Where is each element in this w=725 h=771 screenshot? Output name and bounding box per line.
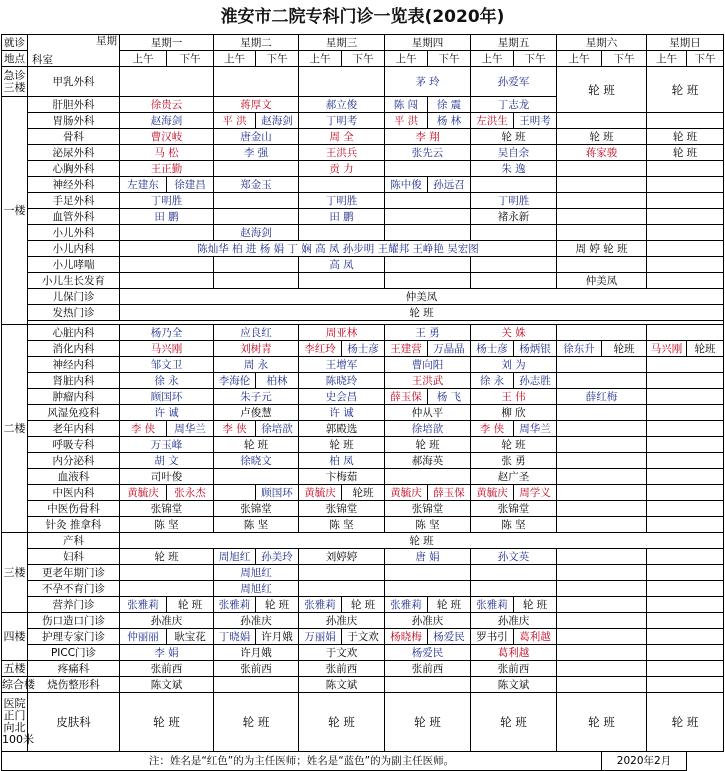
rotation-cell: 轮 班: [385, 693, 471, 752]
rotation-cell: 轮 班: [647, 129, 724, 145]
doctor-cell: 曹向阳: [385, 357, 471, 373]
doctor-cell: 茅 玲: [385, 67, 471, 97]
rotation-cell: 轮 班: [120, 305, 724, 321]
doctor-cell: 平 洪: [385, 113, 428, 129]
location-cell: 急诊 三楼: [2, 67, 28, 97]
dept-name: 儿保门诊: [28, 289, 120, 305]
page-title: 淮安市二院专科门诊一览表(2020年): [220, 7, 505, 27]
doctor-cell: 张雅莉: [471, 597, 514, 613]
doctor-cell: 于文欢: [299, 645, 385, 661]
dept-name: 小儿生长发育: [28, 273, 120, 289]
doctor-cell: 黄毓庆: [120, 485, 167, 501]
doctor-cell: 丁明考: [299, 113, 385, 129]
doctor-cell: 高 凤: [299, 257, 385, 273]
doctor-cell: 李海伦: [214, 373, 256, 389]
doctor-cell: 陈 坚: [385, 517, 471, 533]
doctor-cell: 顾国环: [256, 485, 299, 501]
doctor-cell: 赵海剑: [214, 225, 299, 241]
doctor-cell: 张前西: [120, 661, 214, 677]
doctor-cell: 张前西: [385, 661, 471, 677]
dept-name: 肝胆外科: [28, 97, 120, 113]
doctor-cell: 丁明胜: [120, 193, 214, 209]
location-cell: 三楼: [2, 533, 28, 613]
doctor-cell: 万晶晶: [428, 341, 471, 357]
doctor-cell: 陈文斌: [120, 677, 214, 693]
schedule-table: [1, 34, 724, 771]
location-cell: 二楼: [2, 325, 28, 533]
dept-name: 小儿外科: [28, 225, 120, 241]
doctor-cell: 唐 娟: [385, 549, 471, 565]
rotation-cell: 轮 班: [647, 67, 724, 113]
dept-name: 心胸外科: [28, 161, 120, 177]
doctor-cell: 褚永新: [471, 209, 557, 225]
doctor-cell: 黄毓庆: [471, 485, 514, 501]
doctor-cell: 杨炳银: [514, 341, 557, 357]
doctor-cell: 关 姝: [471, 325, 557, 341]
doctor-cell: 徐建昌: [167, 177, 214, 193]
doctor-cell: 徐晓文: [214, 453, 299, 469]
rotation-cell: 轮 班: [120, 549, 214, 565]
doctor-cell: 蒋厚文: [214, 97, 299, 113]
rotation-cell: 轮 班: [647, 693, 724, 752]
doctor-cell: 应良红: [214, 325, 299, 341]
doctor-cell: 张前西: [471, 661, 557, 677]
location-cell: 一楼: [2, 97, 28, 325]
doctor-cell: 周旭红: [214, 581, 299, 597]
footer-note: 注：姓名是“红色”的为主任医师；姓名是“蓝色”的为副主任医师。: [2, 752, 602, 771]
doctor-cell: 徐 永: [120, 373, 214, 389]
dept-name: 心脏内科: [28, 325, 120, 341]
doctor-cell: 陈 坚: [120, 517, 214, 533]
dept-name: 疼痛科: [28, 661, 120, 677]
doctor-cell: 薛玉保: [385, 389, 428, 405]
doctor-cell: 张锦堂: [471, 501, 557, 517]
doctor-cell: 卞梅茹: [299, 469, 385, 485]
doctor-cell: 葛利越: [471, 645, 557, 661]
am-header: 上午: [120, 51, 167, 67]
doctor-cell: 徐贵云: [120, 97, 214, 113]
dept-name: 泌尿外科: [28, 145, 120, 161]
rotation-cell: 轮 班: [342, 597, 385, 613]
doctor-cell: 杨 林: [428, 113, 471, 129]
day-header: 星期一: [120, 35, 214, 51]
doctor-cell: 邹文卫: [120, 357, 214, 373]
doctor-cell: 孙志胜: [514, 373, 557, 389]
doctor-cell: 陈 闯: [385, 97, 428, 113]
doctor-cell: 周华兰: [167, 421, 214, 437]
doctor-cell: 陈晓玲: [299, 373, 385, 389]
doctor-cell: 蒋家骏: [557, 145, 647, 161]
dept-name: 小儿哮喘: [28, 257, 120, 273]
am-header: 上午: [214, 51, 256, 67]
rotation-cell: 轮 班: [299, 693, 385, 752]
doctor-cell: 朱子元: [214, 389, 299, 405]
doctor-cell: 马 松: [120, 145, 214, 161]
doctor-cell: 郑金玉: [214, 177, 299, 193]
day-header: 星期五: [471, 35, 557, 51]
doctor-cell: 王 伟: [471, 389, 557, 405]
dept-name: 产科: [28, 533, 120, 549]
doctor-cell: 孙爱军: [471, 67, 557, 97]
doctor-cell: 丁明胜: [471, 193, 557, 209]
doctor-cell: 李红玲: [299, 341, 342, 357]
rotation-cell: 轮 班: [471, 129, 557, 145]
doctor-cell: 李 强: [214, 145, 299, 161]
doctor-cell: 郝海英: [385, 453, 471, 469]
doctor-cell: 郝立俊: [299, 97, 385, 113]
doctor-cell: 赵海剑: [256, 113, 299, 129]
pm-header: 下午: [428, 51, 471, 67]
dept-name: 消化内科: [28, 341, 120, 357]
location-cell: 综合楼: [2, 677, 35, 691]
dept-name: 神经外科: [28, 177, 120, 193]
doctor-cell: 杨爱民: [428, 629, 471, 645]
doctor-cell: 李 翔: [385, 129, 471, 145]
doctor-cell: 丁明胜: [299, 193, 385, 209]
am-header: 上午: [385, 51, 428, 67]
dept-name: 皮肤科: [28, 693, 120, 752]
doctor-cell: 许月娥: [214, 645, 299, 661]
footer-date: 2020年2月: [602, 752, 687, 771]
doctor-cell: 仲丽丽: [120, 629, 167, 645]
doctor-cell: 田 鹏: [299, 209, 385, 225]
doctor-cell: 马兴刚: [120, 341, 214, 357]
doctor-cell: 杨士彦: [342, 341, 385, 357]
dept-name: 伤口造口门诊: [28, 613, 120, 629]
doctor-cell: 刘 为: [471, 357, 557, 373]
doctor-cell: 陈 坚: [299, 517, 385, 533]
doctor-cell: 顾国环: [120, 389, 214, 405]
doctor-cell: 王增军: [299, 357, 385, 373]
doctor-cell: 许 诚: [299, 405, 385, 421]
doctor-cell: 万玉峰: [120, 437, 214, 453]
rotation-cell: 轮 班: [120, 693, 214, 752]
doctor-cell: 柳 欣: [471, 405, 557, 421]
doctor-cell: 徐 永: [471, 373, 514, 389]
rotation-cell: 轮 班: [557, 693, 647, 752]
doctor-cell: 左建东: [120, 177, 167, 193]
rotation-cell: 轮 班: [167, 597, 214, 613]
doctor-cell: 司叶俊: [120, 469, 214, 485]
doctor-cell: 孙准庆: [299, 613, 385, 629]
dept-name: 烧伤整形科: [28, 677, 120, 693]
doctor-cell: 仲美凤: [120, 289, 724, 305]
doctor-cell: 王洪兵: [299, 145, 385, 161]
doctor-cell: 李 侠: [120, 421, 167, 437]
rotation-cell: 轮 班: [471, 437, 557, 453]
doctor-cell: 杨晓梅: [385, 629, 428, 645]
doctor-cell: 徐培歆: [256, 421, 299, 437]
pm-header: 下午: [602, 51, 647, 67]
doctor-cell: 田 鹏: [120, 209, 214, 225]
dept-name: 血液科: [28, 469, 120, 485]
dept-name: 护理专家门诊: [28, 629, 120, 645]
doctor-cell: 张锦堂: [214, 501, 299, 517]
rotation-cell: 轮 班: [256, 597, 299, 613]
doctor-cell: 马兴刚: [647, 341, 687, 357]
doctor-cell: 丁志龙: [471, 97, 557, 113]
doctor-cell: 郭殿选: [299, 421, 385, 437]
doctor-cell: 周 婷 轮 班: [557, 241, 647, 257]
doctor-cell: 周学义: [514, 485, 557, 501]
location-cell: 五楼: [3, 661, 26, 675]
dept-name: 发热门诊: [28, 305, 120, 321]
doctor-cell: 轮班: [687, 341, 724, 357]
doctor-cell: 陈灿华 柏 进 杨 娟 丁 娴 高 凤 孙步明 王耀邦 王峥艳 吴宏图: [120, 241, 557, 257]
dept-name: 骨科: [28, 129, 120, 145]
doctor-cell: 陈 坚: [471, 517, 557, 533]
dept-name: 不孕不育门诊: [28, 581, 120, 597]
doctor-cell: 张锦堂: [299, 501, 385, 517]
doctor-cell: 黄毓庆: [385, 485, 428, 501]
doctor-cell: 耿宝花: [167, 629, 214, 645]
am-header: 上午: [471, 51, 514, 67]
doctor-cell: 孙文英: [471, 549, 557, 565]
doctor-cell: 杨士彦: [471, 341, 514, 357]
doctor-cell: 陈文斌: [299, 677, 385, 693]
doctor-cell: 孙准庆: [385, 613, 471, 629]
doctor-cell: 唐金山: [214, 129, 299, 145]
dept-name: 老年内科: [28, 421, 120, 437]
doctor-cell: 张锦堂: [120, 501, 214, 517]
dept-name: 肾脏内科: [28, 373, 120, 389]
rotation-cell: 轮 班: [557, 129, 647, 145]
dept-name: 血管外科: [28, 209, 120, 225]
doctor-cell: 孙准庆: [120, 613, 214, 629]
doctor-cell: 周亚林: [299, 325, 385, 341]
doctor-cell: 杨 飞: [428, 389, 471, 405]
day-header: 星期六: [557, 35, 647, 51]
dept-name: 呼吸专科: [28, 437, 120, 453]
doctor-cell: 薛红梅: [557, 389, 647, 405]
doctor-cell: 孙美玲: [256, 549, 299, 565]
doctor-cell: 朱 逸: [471, 161, 557, 177]
doctor-cell: 李 侠: [471, 421, 514, 437]
doctor-cell: 张雅莉: [214, 597, 256, 613]
doctor-cell: 仲从平: [385, 405, 471, 421]
doctor-cell: 孙准庆: [214, 613, 299, 629]
doctor-cell: 赵广圣: [471, 469, 557, 485]
dept-name: 肿瘤内科: [28, 389, 120, 405]
doctor-cell: 张永杰: [167, 485, 214, 501]
doctor-cell: 张雅莉: [299, 597, 342, 613]
doctor-cell: 赵海剑: [120, 113, 214, 129]
day-header: 星期三: [299, 35, 385, 51]
doctor-cell: 轮班: [342, 485, 385, 501]
doctor-cell: 葛利越: [514, 629, 557, 645]
location-header: 就诊: [2, 35, 28, 51]
doctor-cell: 刘树青: [214, 341, 299, 357]
dept-name: PICC门诊: [28, 645, 120, 661]
dept-name: 手足外科: [28, 193, 120, 209]
doctor-cell: 张先云: [385, 145, 471, 161]
doctor-cell: 丁晓娟: [214, 629, 256, 645]
dept-name: 中医伤骨科: [28, 501, 120, 517]
doctor-cell: 周旭红: [214, 549, 256, 565]
doctor-cell: 王正勤: [120, 161, 214, 177]
doctor-cell: 曹汉岐: [120, 129, 214, 145]
dept-name: 胃肠外科: [28, 113, 120, 129]
dept-name: 神经内科: [28, 357, 120, 373]
doctor-cell: 徐培歆: [385, 421, 471, 437]
dept-name: 小儿内科: [28, 241, 120, 257]
pm-header: 下午: [256, 51, 299, 67]
doctor-cell: 轮班: [602, 341, 647, 357]
doctor-cell: 孙远召: [428, 177, 471, 193]
rotation-cell: 轮 班: [557, 67, 647, 113]
doctor-cell: 贡 力: [299, 161, 385, 177]
doctor-cell: 孙准庆: [471, 613, 557, 629]
dept-name: 更老年期门诊: [28, 565, 120, 581]
location-cell: 四楼: [2, 613, 28, 661]
doctor-cell: 周 全: [299, 129, 385, 145]
doctor-cell: 王 勇: [385, 325, 471, 341]
doctor-cell: 左洪生: [471, 113, 514, 129]
rotation-cell: 轮 班: [214, 693, 299, 752]
doctor-cell: 刘婷婷: [299, 549, 385, 565]
pm-header: 下午: [167, 51, 214, 67]
doctor-cell: 许月娥: [256, 629, 299, 645]
doctor-cell: 吴自余: [471, 145, 557, 161]
dept-name: 营养门诊: [28, 597, 120, 613]
doctor-cell: 张雅莉: [120, 597, 167, 613]
doctor-cell: 张雅莉: [385, 597, 428, 613]
dept-name: 风湿免疫科: [28, 405, 120, 421]
doctor-cell: 陈中俊: [385, 177, 428, 193]
doctor-cell: 罗书引: [471, 629, 514, 645]
location-cell: 医院 正门 向北 100米: [2, 693, 28, 752]
day-header: 星期四: [385, 35, 471, 51]
rotation-cell: 轮 班: [471, 693, 557, 752]
am-header: 上午: [647, 51, 687, 67]
pm-header: 下午: [342, 51, 385, 67]
dept-name: 妇科: [28, 549, 120, 565]
doctor-cell: 胡 文: [120, 453, 214, 469]
day-header: 星期二: [214, 35, 299, 51]
doctor-cell: 陈 坚: [214, 517, 299, 533]
doctor-cell: 平 洪: [214, 113, 256, 129]
doctor-cell: 薛玉保: [428, 485, 471, 501]
dept-name: 内分泌科: [28, 453, 120, 469]
rotation-cell: 轮 班: [385, 437, 471, 453]
doctor-cell: 史会昌: [299, 389, 385, 405]
location-header: 地点: [2, 51, 28, 67]
dept-name: 甲乳外科: [28, 67, 120, 97]
doctor-cell: 王洪武: [385, 373, 471, 389]
week-dept-header: 星期 科室: [28, 35, 120, 67]
doctor-cell: 王建营: [385, 341, 428, 357]
doctor-cell: 周华兰: [514, 421, 557, 437]
doctor-cell: 周旭红: [214, 565, 299, 581]
doctor-cell: 柏 凤: [299, 453, 385, 469]
pm-header: 下午: [687, 51, 724, 67]
dept-name: 针灸 推拿科: [28, 517, 120, 533]
dept-name: 中医内科: [28, 485, 120, 501]
doctor-cell: 于文欢: [342, 629, 385, 645]
doctor-cell: 柏林: [256, 373, 299, 389]
doctor-cell: 张前西: [214, 661, 299, 677]
doctor-cell: 陈文斌: [471, 677, 557, 693]
doctor-cell: 王明考: [514, 113, 557, 129]
day-header: 星期日: [647, 35, 724, 51]
doctor-cell: 许 诚: [120, 405, 214, 421]
doctor-cell: 徐东升: [557, 341, 602, 357]
doctor-cell: 仲美凤: [557, 273, 647, 289]
rotation-cell: 轮 班: [428, 597, 471, 613]
am-header: 上午: [557, 51, 602, 67]
rotation-cell: 轮 班: [120, 533, 724, 549]
rotation-cell: 轮 班: [647, 145, 724, 161]
doctor-cell: 周 永: [214, 357, 299, 373]
doctor-cell: 杨爱民: [385, 645, 471, 661]
doctor-cell: 李 娟: [120, 645, 214, 661]
doctor-cell: 卢俊慧: [214, 405, 299, 421]
doctor-cell: 张 勇: [471, 453, 557, 469]
rotation-cell: 轮 班: [214, 437, 299, 453]
doctor-cell: 李 侠: [214, 421, 256, 437]
doctor-cell: 万丽娟: [299, 629, 342, 645]
doctor-cell: 黄毓庆: [299, 485, 342, 501]
am-header: 上午: [299, 51, 342, 67]
doctor-cell: 张锦堂: [385, 501, 471, 517]
rotation-cell: 轮 班: [299, 437, 385, 453]
rotation-cell: 轮 班: [514, 597, 557, 613]
doctor-cell: 张前西: [299, 661, 385, 677]
doctor-cell: 杨乃全: [120, 325, 214, 341]
pm-header: 下午: [514, 51, 557, 67]
doctor-cell: 徐 震: [428, 97, 471, 113]
